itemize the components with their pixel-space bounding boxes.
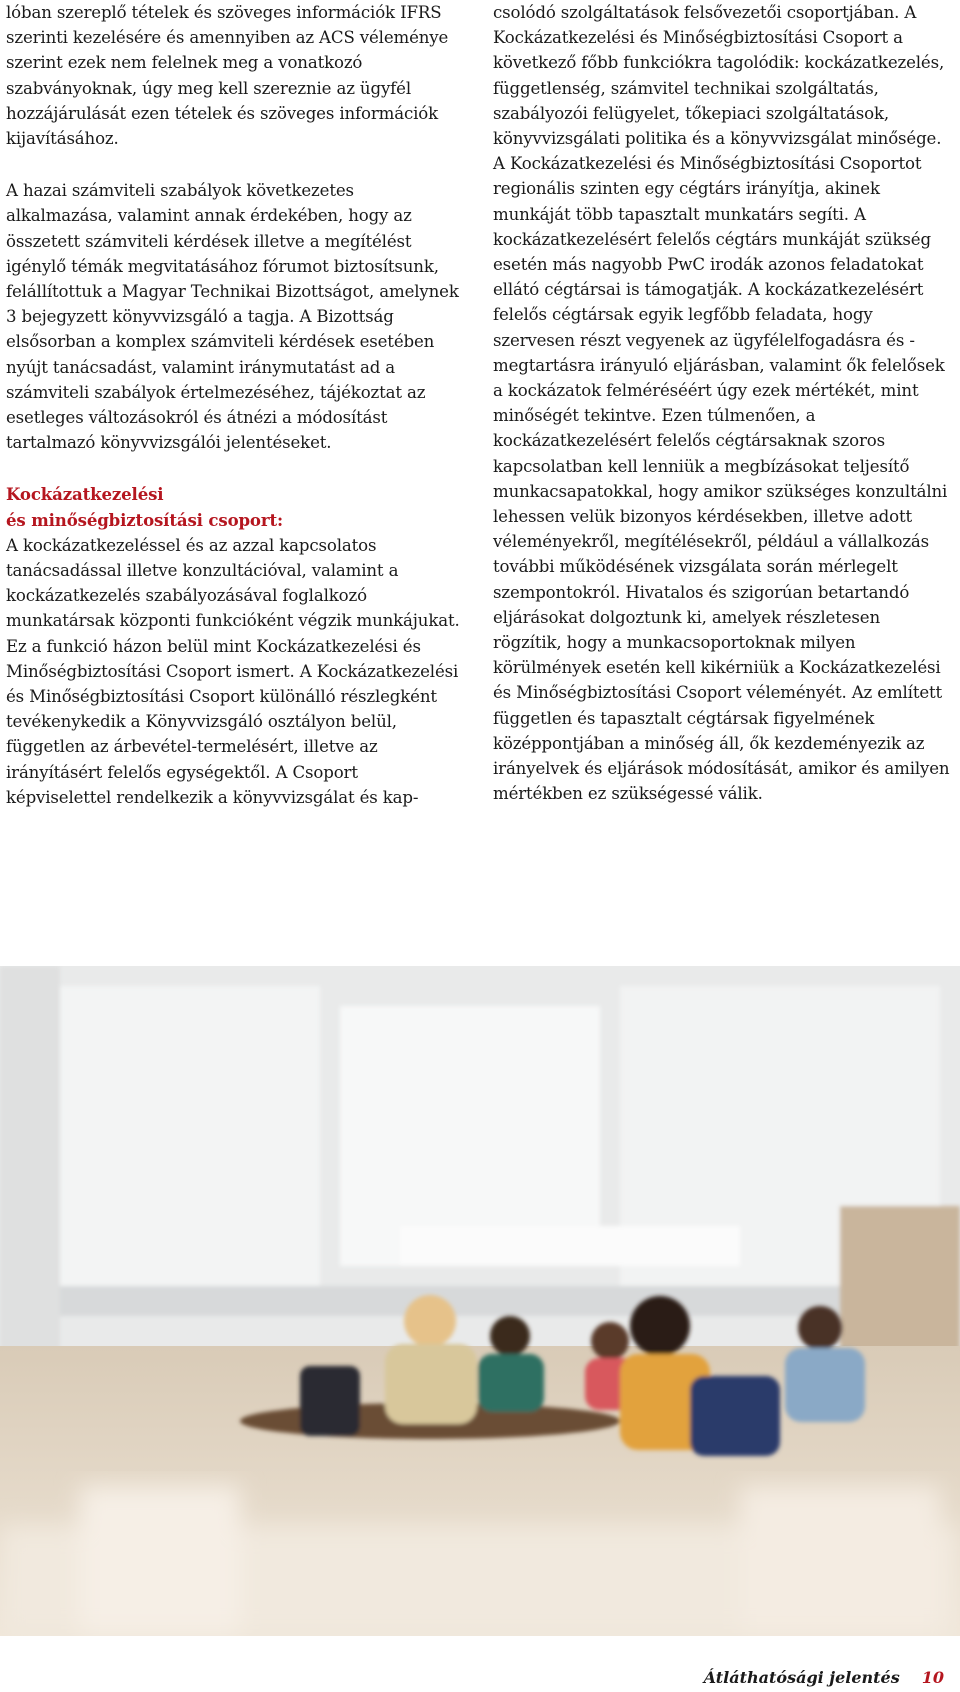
page-number: 10 (921, 1668, 944, 1687)
left-paragraph-3: A kockázatkezeléssel és az azzal kapcsolatos tanácsadással illetve konzultációval, valamint a kockázatkezelés szabályozásával foglalkozó munkatársak központi funkcióként végzik munkájukat. Ez a funkció házon belül mint Kockázatkezelési és Minőségbiztosítási Csoport ismert. A Kockázatkezelési és Minőségbiztosítási Csoport különálló részlegként tevékenykedik a Könyvvizsgáló osztályon belül, független az árbevétel-termelésért, illetve az irányításért felelős egységektől. A Csoport képviselettel rendelkezik a könyvvizsgálat és kap- (6, 535, 460, 807)
section-heading-line-1: Kockázatkezelési (6, 484, 164, 505)
section-heading (6, 482, 461, 532)
section-heading-line-2: és minőségbiztosítási csoport: (6, 509, 283, 530)
right-paragraph-1: csolódó szolgáltatások felsővezetői csoportjában. A Kockázatkezelési és Minőségbiztosítási Csoport a következő főbb funkciókra tagolódik: kockázatkezelés, függetlenség, számvitel technikai szolgáltatás, szabályozói felügyelet, tőkepiaci szolgáltatások, könyvvizsgálati politika és a könyvvizsgálat minősége. A Kockázatkezelési és Minőségbiztosítási Csoportot regionális szinten egy cégtárs irányítja, akinek munkáját több tapasztalt munkatárs segíti. A kockázatkezelésért felelős cégtárs munkáját szükség esetén más nagyobb PwC irodák azonos feladatokat ellátó cégtársai is támogatják. A kockázatkezelésért felelős cégtársak egyik legfőbb feladata, hogy szervesen részt vegyenek az ügyfélelfogadásra és -megtartásra irányuló eljárásban, valamint ők felelősek a kockázatok felméréséért úgy ezek mértékét, mint minőségét tekintve. Ezen túlmenően, a kockázatkezelésért felelős cégtársaknak szoros kapcsolatban kell lenniük a megbízásokat teljesítő munkacsapatokkal, hogy amikor szükséges konzultálni lehessen velük bizonyos kérdésekben, illetve adott véleményekről, megítélésekről, például a vállalkozás további működésének vizsgálata során mérlegelt szempontokról. Hivatalos és szigorúan betartandó eljárásokat dolgoztunk ki, amelyek részletesen rögzítik, hogy a munkacsoportoknak milyen körülmények esetén kell kikérniük a Kockázatkezelési és Minőségbiztosítási Csoport véleményét. Az említett független és tapasztalt cégtársak figyelmének középpontjában a minőség áll, ők kezdeményezik az irányelvek és eljárások módosítását, amikor és amilyen mértékben ez szükségessé válik. (493, 3, 950, 804)
page-footer (704, 1668, 944, 1687)
meeting-photo (0, 966, 960, 1636)
left-paragraph-1: lóban szereplő tételek és szöveges információk IFRS szerinti kezelésére és amennyiben az ACS véleménye szerint ezek nem felelnek meg a vonatkozó szabványoknak, úgy meg kell szereznie az ügyfél hozzájárulását ezen tételek és szöveges információk kijavításához. (6, 3, 449, 149)
meeting-room-illustration (0, 966, 960, 1636)
right-column (493, 0, 953, 807)
left-column (6, 0, 461, 810)
left-paragraph-2: A hazai számviteli szabályok következetes alkalmazása, valamint annak érdekében, hogy az összetett számviteli kérdések illetve a megítélést igénylő témák megvitatásához fórumot biztosítsunk, felállítottuk a Magyar Technikai Bizottságot, amelynek 3 bejegyzett könyvvizsgáló a tagja. A Bizottság elsősorban a komplex számviteli kérdések esetében nyújt tanácsadást, valamint iránymutatást ad a számviteli szabályok értelmezéséhez, tájékoztat az esetleges változásokról és átnézi a módosítást tartalmazó könyvvizsgálói jelentéseket. (6, 181, 459, 453)
footer-title: Átláthatósági jelentés (703, 1668, 900, 1687)
